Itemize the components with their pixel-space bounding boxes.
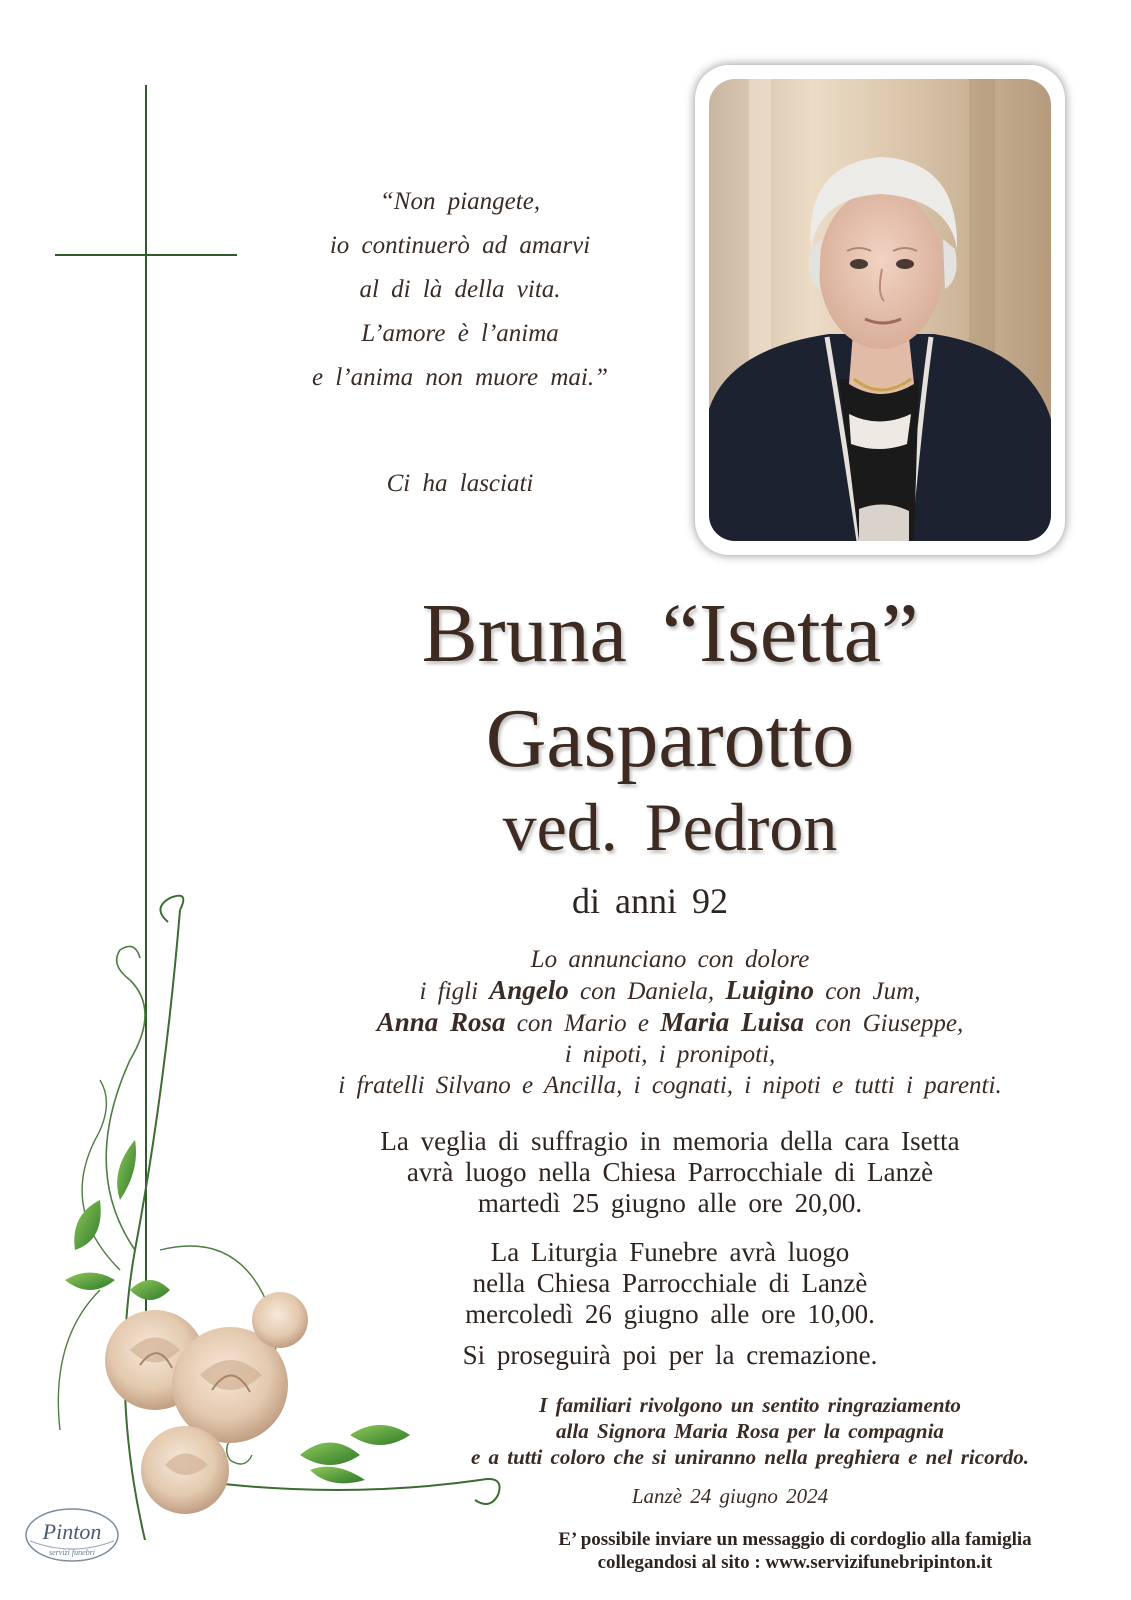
- logo-name: Pinton: [42, 1519, 102, 1544]
- logo-tagline: servizi funebri: [49, 1548, 95, 1557]
- condolence-footer: [500, 1528, 1090, 1574]
- text: con Daniela,: [580, 978, 715, 1005]
- vigil-line: martedì 25 giugno alle ore 20,00.: [477, 1188, 863, 1218]
- deceased-age: di anni 92: [572, 881, 728, 921]
- quote-line: “Non piangete,: [379, 188, 541, 215]
- thanks-line: alla Signora Maria Rosa per la compagnia: [556, 1419, 944, 1443]
- thanks-line: e a tutti coloro che si uniranno nella preghiera e nel ricordo.: [470, 1445, 1030, 1469]
- announcement-line: i fratelli Silvano e Ancilla, i cognati, i nipoti e tutti i parenti.: [338, 1072, 1002, 1099]
- funeral-line: mercoledì 26 giugno alle ore 10,00.: [465, 1299, 875, 1329]
- portrait-photo: [709, 79, 1051, 541]
- deceased-name-line1: Bruna “Isetta”: [421, 587, 919, 680]
- footer-website[interactable]: collegandosi al sito : www.servizifunebripinton.it: [597, 1552, 993, 1573]
- announcement-line: Lo annunciano con dolore: [530, 946, 810, 973]
- text: con Mario e: [516, 1010, 649, 1037]
- deceased-widow-of: ved. Pedron: [502, 789, 838, 865]
- child-name: Angelo: [489, 975, 569, 1005]
- child-name: Anna Rosa: [376, 1007, 506, 1037]
- vigil-line: avrà luogo nella Chiesa Parrocchiale di Lanzè: [406, 1157, 934, 1187]
- quote-line: L’amore è l’anima: [361, 320, 559, 347]
- notice-date: Lanzè 24 giugno 2024: [631, 1484, 829, 1508]
- quote-line: e l’anima non muore mai.”: [312, 364, 608, 391]
- memorial-quote: [270, 180, 650, 400]
- thanks-line: I familiari rivolgono un sentito ringraziamento: [539, 1393, 961, 1417]
- announcement-line: i nipoti, i pronipoti,: [564, 1041, 776, 1068]
- cross-icon-horizontal: [55, 254, 237, 256]
- child-name: Luigino: [725, 975, 814, 1005]
- deceased-surname: Gasparotto: [485, 692, 855, 785]
- vigil-line: La veglia di suffragio in memoria della cara Isetta: [380, 1126, 960, 1156]
- pinton-logo: [22, 1505, 122, 1569]
- funeral-line: nella Chiesa Parrocchiale di Lanzè: [472, 1268, 868, 1298]
- child-name: Maria Luisa: [660, 1007, 805, 1037]
- intro-text: Ci ha lasciati: [386, 470, 534, 497]
- text: i figli: [419, 978, 479, 1005]
- funeral-line: La Liturgia Funebre avrà luogo: [490, 1237, 850, 1267]
- quote-line: al di là della vita.: [359, 276, 561, 303]
- quote-line: io continuerò ad amarvi: [329, 232, 591, 259]
- rose-floral-decoration: [40, 870, 510, 1550]
- footer-line: E’ possibile inviare un messaggio di cordoglio alla famiglia: [558, 1529, 1032, 1550]
- cremation-note: Si proseguirà poi per la cremazione.: [462, 1340, 878, 1370]
- text: con Jum,: [825, 978, 921, 1005]
- text: con Giuseppe,: [815, 1010, 964, 1037]
